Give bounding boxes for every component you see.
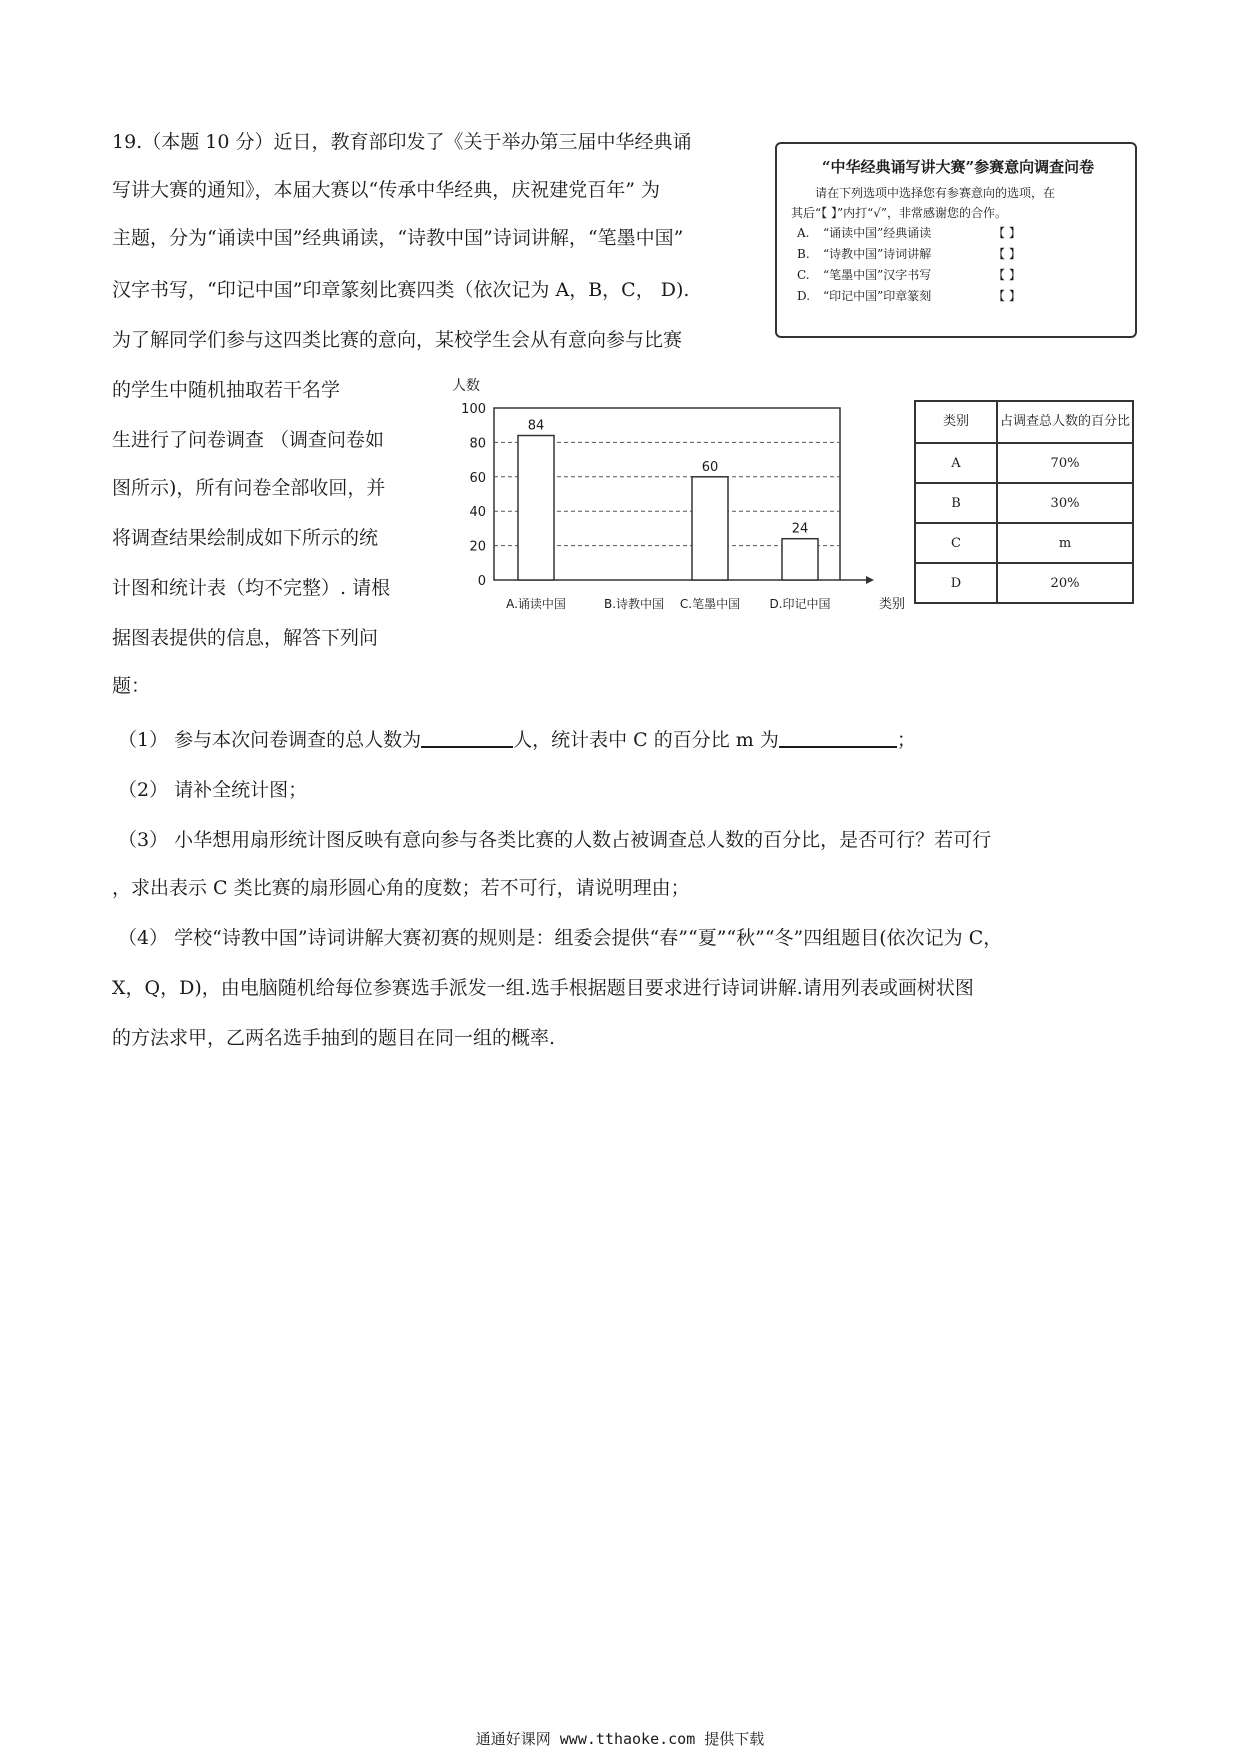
questionnaire-box bbox=[775, 142, 1137, 338]
bar bbox=[692, 477, 728, 580]
answer-blank-total[interactable] bbox=[421, 728, 513, 748]
questionnaire-option bbox=[791, 223, 1125, 244]
option-label: B. bbox=[797, 247, 810, 261]
y-tick-label: 0 bbox=[477, 574, 486, 589]
table-cell: 20% bbox=[997, 563, 1133, 603]
table-cell: B bbox=[915, 483, 997, 523]
table-header-percent: 占调查总人数的百分比 bbox=[997, 401, 1133, 443]
option-checkbox: 【 】 bbox=[993, 247, 1021, 261]
bar-chart bbox=[440, 372, 910, 622]
question-2: （2） 请补全统计图； bbox=[118, 779, 308, 801]
question-1-part-b: 人，统计表中 C 的百分比 m 为 bbox=[513, 729, 779, 751]
y-axis-label: 人数 bbox=[452, 378, 480, 394]
intro-line-4: 汉字书写，“印记中国”印章篆刻比赛四类（依次记为 A，B，C， D). bbox=[112, 279, 690, 301]
intro-line-1: 19.（本题 10 分）近日，教育部印发了《关于举办第三届中华经典诵 bbox=[112, 131, 692, 153]
option-name: “印记中国”印章篆刻 bbox=[823, 289, 932, 303]
bar bbox=[782, 539, 818, 580]
statistics-table bbox=[914, 400, 1134, 604]
y-tick-label: 80 bbox=[469, 436, 486, 452]
x-tick-label: B.诗教中国 bbox=[603, 597, 665, 611]
questionnaire-option bbox=[791, 286, 1125, 307]
option-label: A. bbox=[797, 226, 810, 240]
questionnaire-instruction-1: 请在下列选项中选择您有参赛意向的选项，在 bbox=[815, 186, 1056, 200]
y-tick-label: 100 bbox=[461, 402, 486, 417]
y-tick-label: 20 bbox=[469, 539, 486, 555]
intro-line-8: 图所示)，所有问卷全部收回，并 bbox=[112, 477, 386, 499]
footer: 通通好课网 www.tthaoke.com 提供下载 bbox=[475, 1730, 765, 1748]
option-checkbox: 【 】 bbox=[993, 289, 1021, 303]
x-axis-label: 类别 bbox=[878, 597, 906, 612]
table-header-row bbox=[915, 401, 1133, 443]
y-tick-label: 40 bbox=[469, 505, 486, 521]
option-name: “笔墨中国”汉字书写 bbox=[823, 268, 932, 282]
bar bbox=[518, 436, 554, 580]
questionnaire-instruction-2: 其后“【 】”内打“√”，非常感谢您的合作。 bbox=[791, 206, 1008, 220]
table-row bbox=[915, 483, 1133, 523]
table-row bbox=[915, 523, 1133, 563]
table-cell: m bbox=[997, 523, 1133, 563]
option-name: “诗教中国”诗词讲解 bbox=[823, 247, 932, 261]
table-cell: C bbox=[915, 523, 997, 563]
bar-data-label: 24 bbox=[791, 521, 809, 537]
intro-line-6: 的学生中随机抽取若干名学 bbox=[112, 379, 341, 401]
intro-line-9: 将调查结果绘制成如下所示的统 bbox=[112, 527, 379, 549]
questionnaire-option bbox=[791, 244, 1125, 265]
intro-line-10: 计图和统计表（均不完整）. 请根 bbox=[112, 577, 391, 599]
option-name: “诵读中国”经典诵读 bbox=[823, 226, 932, 240]
table-cell: A bbox=[915, 443, 997, 483]
y-tick-label: 60 bbox=[469, 470, 486, 486]
x-tick-label: D.印记中国 bbox=[769, 597, 831, 611]
intro-line-3: 主题，分为“诵读中国”经典诵读，“诗教中国”诗词讲解，“笔墨中国” bbox=[112, 227, 684, 249]
table-cell: 30% bbox=[997, 483, 1133, 523]
table-header-category: 类别 bbox=[915, 401, 997, 443]
question-3-line-1: （3） 小华想用扇形统计图反映有意向参与各类比赛的人数占被调查总人数的百分比，是否可行？若可行 bbox=[118, 829, 992, 851]
question-1-part-a: （1） 参与本次问卷调查的总人数为 bbox=[118, 729, 422, 751]
x-tick-label: C.笔墨中国 bbox=[679, 597, 741, 611]
intro-line-11: 据图表提供的信息，解答下列问 bbox=[112, 627, 379, 649]
question-1-part-c: ； bbox=[896, 729, 916, 751]
option-checkbox: 【 】 bbox=[993, 268, 1021, 282]
table-cell: 70% bbox=[997, 443, 1133, 483]
table-cell: D bbox=[915, 563, 997, 603]
option-label: D. bbox=[797, 289, 811, 303]
x-axis-arrow bbox=[866, 576, 874, 584]
intro-line-5: 为了解同学们参与这四类比赛的意向，某校学生会从有意向参与比赛 bbox=[112, 329, 683, 351]
question-4-line-3: 的方法求甲，乙两名选手抽到的题目在同一组的概率. bbox=[112, 1027, 556, 1049]
question-3-line-2: ，求出表示 C 类比赛的扇形圆心角的度数；若不可行，请说明理由； bbox=[112, 877, 690, 899]
bar-data-label: 84 bbox=[527, 418, 545, 434]
table-row bbox=[915, 443, 1133, 483]
bar-data-label: 60 bbox=[701, 459, 719, 475]
table-row bbox=[915, 563, 1133, 603]
question-1 bbox=[118, 728, 916, 752]
question-4-line-2: X，Q，D)，由电脑随机给每位参赛选手派发一组.选手根据题目要求进行诗词讲解.请用列表或画树状图 bbox=[112, 977, 974, 999]
question-4-line-1: （4） 学校“诗教中国”诗词讲解大赛初赛的规则是：组委会提供“春”“夏”“秋”“冬”四组题目(依次记为 C， bbox=[118, 927, 1003, 949]
x-tick-label: A.诵读中国 bbox=[506, 597, 566, 611]
option-checkbox: 【 】 bbox=[993, 226, 1021, 240]
intro-line-2: 写讲大赛的通知》，本届大赛以“传承中华经典，庆祝建党百年” 为 bbox=[112, 179, 660, 201]
option-label: C. bbox=[797, 268, 810, 282]
intro-line-7: 生进行了问卷调查 （调查问卷如 bbox=[112, 429, 385, 451]
questionnaire-option bbox=[791, 265, 1125, 286]
questionnaire-title: “中华经典诵写讲大赛”参赛意向调查问卷 bbox=[821, 158, 1095, 176]
intro-line-12: 题： bbox=[112, 675, 151, 697]
answer-blank-m[interactable] bbox=[779, 728, 897, 748]
